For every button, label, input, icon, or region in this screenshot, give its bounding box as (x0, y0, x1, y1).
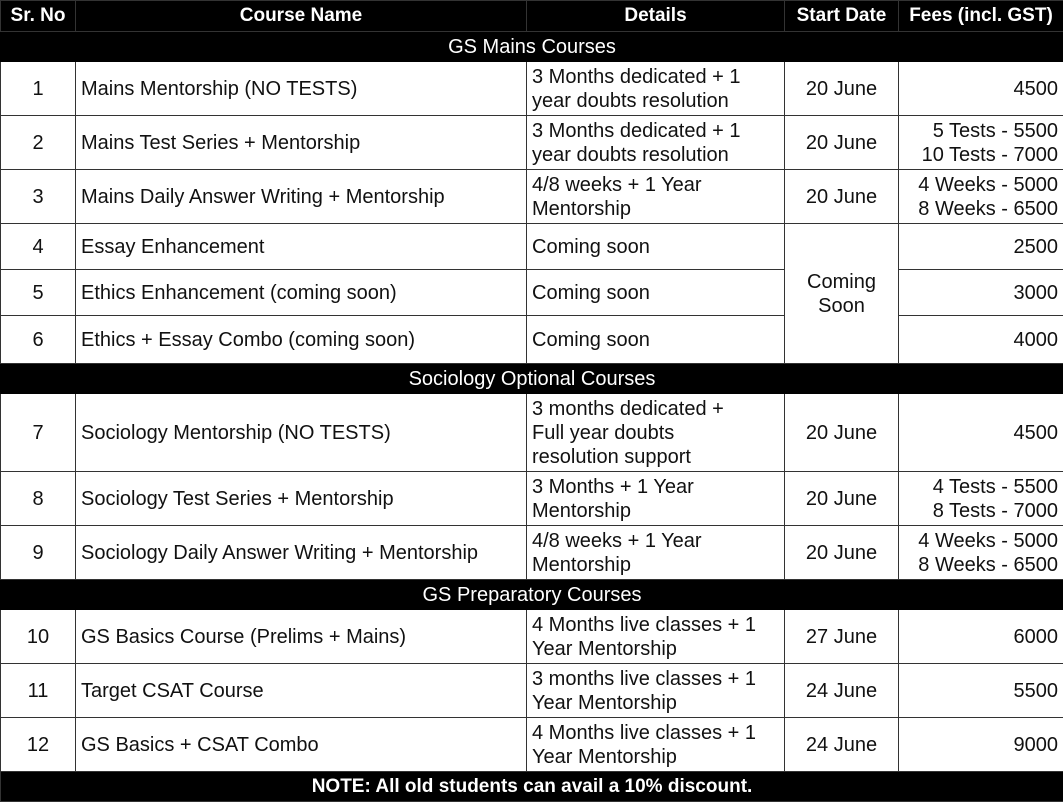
details-cell (527, 394, 785, 472)
fee-line: 2500 (1013, 235, 1058, 258)
table-row (1, 472, 1063, 526)
details-line: Mentorship (532, 499, 631, 522)
fee-line: 8 Weeks - 6500 (918, 553, 1058, 576)
fees-cell (899, 394, 1063, 472)
section-title-gs-prep: GS Preparatory Courses (1, 580, 1063, 610)
table-row (1, 718, 1063, 772)
fee-line: 10 Tests - 7000 (921, 143, 1058, 166)
section-row (1, 32, 1063, 62)
fees-cell (899, 610, 1063, 664)
details-cell: Coming soon (527, 316, 785, 364)
header-sr-no: Sr. No (1, 1, 76, 32)
course-name-cell: Mains Mentorship (NO TESTS) (76, 62, 527, 116)
sr-no-cell: 4 (1, 224, 76, 270)
start-date-cell: 27 June (785, 610, 899, 664)
header-fees: Fees (incl. GST) (899, 1, 1063, 32)
fee-line: 8 Tests - 7000 (932, 499, 1058, 522)
details-line: year doubts resolution (532, 89, 729, 112)
header-start-date: Start Date (785, 1, 899, 32)
table-row (1, 526, 1063, 580)
details-line: Full year doubts (532, 421, 675, 444)
sr-no-cell: 12 (1, 718, 76, 772)
start-date-cell: 24 June (785, 718, 899, 772)
details-line: Year Mentorship (532, 691, 677, 714)
course-name-cell: Mains Test Series + Mentorship (76, 116, 527, 170)
details-line: 3 months dedicated + (532, 397, 724, 420)
details-cell (527, 718, 785, 772)
fees-cell (899, 116, 1063, 170)
course-name-cell: Target CSAT Course (76, 664, 527, 718)
fee-line: 6000 (1013, 625, 1058, 648)
fees-cell (899, 526, 1063, 580)
details-line: 3 Months + 1 Year (532, 475, 694, 498)
sr-no-cell: 2 (1, 116, 76, 170)
details-line: Mentorship (532, 553, 631, 576)
fees-cell (899, 224, 1063, 270)
course-name-cell: Essay Enhancement (76, 224, 527, 270)
fee-line: 5500 (1013, 679, 1058, 702)
fee-line: 9000 (1013, 733, 1058, 756)
section-title-sociology: Sociology Optional Courses (1, 364, 1063, 394)
start-date-line: Soon (818, 294, 865, 317)
sr-no-cell: 11 (1, 664, 76, 718)
sr-no-cell: 8 (1, 472, 76, 526)
details-line: 3 Months dedicated + 1 (532, 119, 741, 142)
details-cell (527, 526, 785, 580)
course-name-cell: Ethics Enhancement (coming soon) (76, 270, 527, 316)
details-cell (527, 170, 785, 224)
fees-cell (899, 664, 1063, 718)
fee-line: 5 Tests - 5500 (932, 119, 1058, 142)
details-cell (527, 472, 785, 526)
fee-line: 4500 (1013, 421, 1058, 444)
sr-no-cell: 10 (1, 610, 76, 664)
sr-no-cell: 5 (1, 270, 76, 316)
details-cell (527, 610, 785, 664)
table-row (1, 170, 1063, 224)
sr-no-cell: 1 (1, 62, 76, 116)
start-date-cell: 20 June (785, 116, 899, 170)
details-cell: Coming soon (527, 270, 785, 316)
start-date-cell: 20 June (785, 170, 899, 224)
discount-note: NOTE: All old students can avail a 10% discount. (1, 772, 1063, 802)
details-line: year doubts resolution (532, 143, 729, 166)
start-date-cell: 20 June (785, 472, 899, 526)
course-name-cell: GS Basics + CSAT Combo (76, 718, 527, 772)
start-date-line: Coming (807, 270, 876, 293)
section-row (1, 580, 1063, 610)
fee-line: 4 Tests - 5500 (932, 475, 1058, 498)
sr-no-cell: 6 (1, 316, 76, 364)
section-title-gs-mains: GS Mains Courses (1, 32, 1063, 62)
fees-cell (899, 270, 1063, 316)
start-date-cell: 24 June (785, 664, 899, 718)
start-date-cell: 20 June (785, 62, 899, 116)
course-name-cell: Ethics + Essay Combo (coming soon) (76, 316, 527, 364)
details-line: 3 months live classes + 1 (532, 667, 756, 690)
details-line: Year Mentorship (532, 637, 677, 660)
course-name-cell: GS Basics Course (Prelims + Mains) (76, 610, 527, 664)
details-line: 4 Months live classes + 1 (532, 721, 756, 744)
details-line: 4/8 weeks + 1 Year (532, 173, 702, 196)
fee-line: 4 Weeks - 5000 (918, 173, 1058, 196)
table-row (1, 394, 1063, 472)
table-row (1, 316, 1063, 364)
fee-line: 4 Weeks - 5000 (918, 529, 1058, 552)
course-name-cell: Sociology Test Series + Mentorship (76, 472, 527, 526)
start-date-cell: 20 June (785, 394, 899, 472)
header-details: Details (527, 1, 785, 32)
table-row (1, 116, 1063, 170)
fee-line: 8 Weeks - 6500 (918, 197, 1058, 220)
fee-line: 4000 (1013, 328, 1058, 351)
table-row (1, 270, 1063, 316)
course-name-cell: Sociology Daily Answer Writing + Mentorship (76, 526, 527, 580)
fees-cell (899, 472, 1063, 526)
details-line: 4/8 weeks + 1 Year (532, 529, 702, 552)
sr-no-cell: 9 (1, 526, 76, 580)
header-course-name: Course Name (76, 1, 527, 32)
sr-no-cell: 3 (1, 170, 76, 224)
course-name-cell: Mains Daily Answer Writing + Mentorship (76, 170, 527, 224)
start-date-cell-merged (785, 224, 899, 364)
fee-line: 3000 (1013, 281, 1058, 304)
details-line: resolution support (532, 445, 691, 468)
fees-cell (899, 62, 1063, 116)
fee-line: 4500 (1013, 77, 1058, 100)
details-line: 4 Months live classes + 1 (532, 613, 756, 636)
details-cell (527, 116, 785, 170)
table-header-row (1, 1, 1063, 32)
table-row (1, 224, 1063, 270)
fees-cell (899, 718, 1063, 772)
details-cell: Coming soon (527, 224, 785, 270)
table-row (1, 664, 1063, 718)
fees-cell (899, 316, 1063, 364)
details-line: Year Mentorship (532, 745, 677, 768)
details-cell (527, 664, 785, 718)
note-row (1, 772, 1063, 802)
table-row (1, 62, 1063, 116)
details-line: 3 Months dedicated + 1 (532, 65, 741, 88)
course-name-cell: Sociology Mentorship (NO TESTS) (76, 394, 527, 472)
table-row (1, 610, 1063, 664)
sr-no-cell: 7 (1, 394, 76, 472)
details-line: Mentorship (532, 197, 631, 220)
section-row (1, 364, 1063, 394)
fees-cell (899, 170, 1063, 224)
details-cell (527, 62, 785, 116)
start-date-cell: 20 June (785, 526, 899, 580)
